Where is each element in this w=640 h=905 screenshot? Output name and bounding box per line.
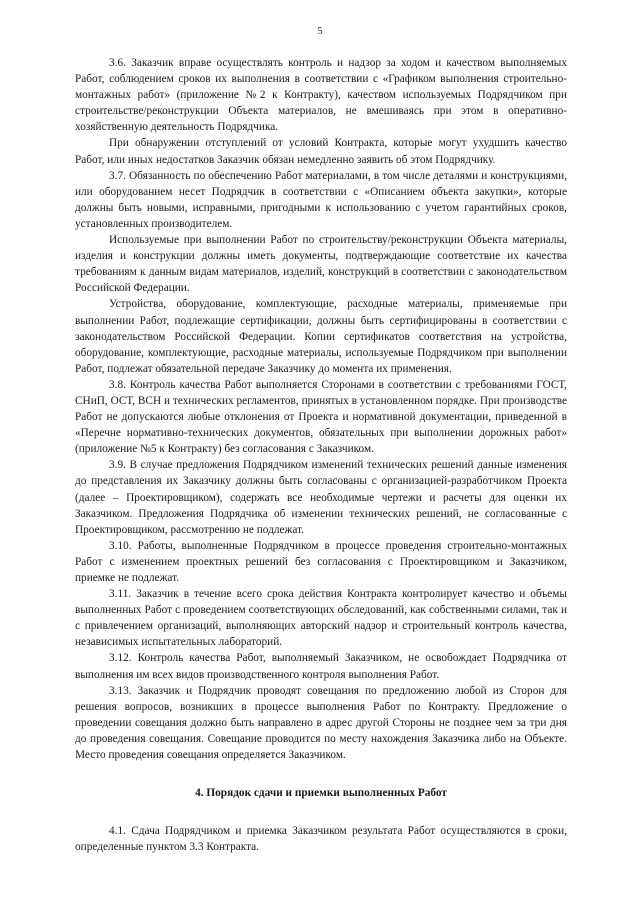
paragraph-3-8: 3.8. Контроль качества Работ выполняется Сторонами в соответствии с требованиями ГОСТ, СНиП, ОСТ, ВСН и технических регламентов, принятых в установленном порядке. При производстве Работ не допускаются любые отклонения от Проекта и нормативной документации, приведенной в «Перечне нормативно-технических документов, обязательных при выполнении дорожных работ» (приложение №5 к Контракту) без согласования с Заказчиком. — [75, 378, 567, 456]
document-body — [75, 55, 567, 855]
paragraph-3-13: 3.13. Заказчик и Подрядчик проводят совещания по предложению любой из Сторон для решения вопросов, возникших в процессе выполнения Работ по Контракту. Предложение о проведении совещания должно быть направлено в адрес другой Стороны не позднее чем за три дня до проведения совещания. Совещание проводится по месту нахождения Заказчика либо на Объекте. Место проведения совещания определяется Заказчиком. — [75, 684, 567, 762]
paragraph-3-9: 3.9. В случае предложения Подрядчиком изменений технических решений данные изменения до представления их Заказчику должны быть согласованы с организацией-разработчиком Проекта (далее – Проектировщиком), содержать все необходимые чертежи и расчеты для оценки их Заказчиком. Предложения Подрядчика об изменении технических решений, не согласованные с Проектировщиком, рассмотрению не подлежат. — [75, 459, 567, 536]
paragraph-3-6-note: При обнаружении отступлений от условий Контракта, которые могут ухудшить качество Работ, или иных недостатков Заказчик обязан немедленно заявить об этом Подрядчику. — [75, 137, 567, 166]
paragraph-3-12: 3.12. Контроль качества Работ, выполняемый Заказчиком, не освобождает Подрядчика от выполнения им всех видов производственного контроля выполнения Работ. — [75, 652, 567, 681]
paragraph-4-1: 4.1. Сдача Подрядчиком и приемка Заказчиком результата Работ осуществляются в сроки, определенные пунктом 3.3 Контракта. — [75, 825, 567, 854]
paragraph-3-7-certification: Устройства, оборудование, комплектующие, расходные материалы, применяемые при выполнении Работ, подлежащие сертификации, должны быть сертифицированы в соответствии с законодательством Российской Федерации. Копии сертификатов соответствия на устройства, оборудование, комплектующие, расходные материалы, используемые Подрядчиком при выполнении Работ, подлежат обязательной передаче Заказчику до момента их применения. — [75, 298, 567, 375]
page-number: 5 — [317, 26, 323, 37]
section-heading: 4. Порядок сдачи и приемки выполненных Работ — [195, 787, 447, 800]
paragraph-3-10: 3.10. Работы, выполненные Подрядчиком в процессе проведения строительно-монтажных Работ с изменением проектных решений без согласования с Проектировщиком и Заказчиком, приемке не подлежат. — [75, 539, 567, 584]
paragraph-3-7-materials: Используемые при выполнении Работ по строительству/реконструкции Объекта материалы, изделия и конструкции должны иметь документы, подтверждающие соответствие их качества требованиям к данным видам материалов, изделий, конструкций в соответствии с законодательством Российской Федерации. — [75, 234, 567, 295]
paragraph-3-7: 3.7. Обязанность по обеспечению Работ материалами, в том числе деталями и конструкциями, или оборудованием несет Подрядчик в соответствии с «Описанием объекта закупки», которые должны быть новыми, исправными, пригодными к использованию с учетом гарантийных сроков, установленных производителем. — [75, 169, 567, 230]
paragraph-3-6: 3.6. Заказчик вправе осуществлять контроль и надзор за ходом и качеством выполняемых Работ, соблюдением сроков их выполнения в соответствии с «Графиком выполнения строительно-монтажных работ» (приложение №2 к Контракту), качеством используемых Подрядчиком при строительстве/реконструкции Объекта материалов, не вмешиваясь при этом в оперативно-хозяйственную деятельность Подрядчика. — [75, 57, 567, 134]
paragraph-3-11: 3.11. Заказчик в течение всего срока действия Контракта контролирует качество и объемы выполненных Работ с проведением соответствующих обследований, как собственными силами, так и с привлечением организаций, выполняющих авторский надзор и строительный контроль качества, независимых испытательных лабораторий. — [75, 588, 567, 649]
